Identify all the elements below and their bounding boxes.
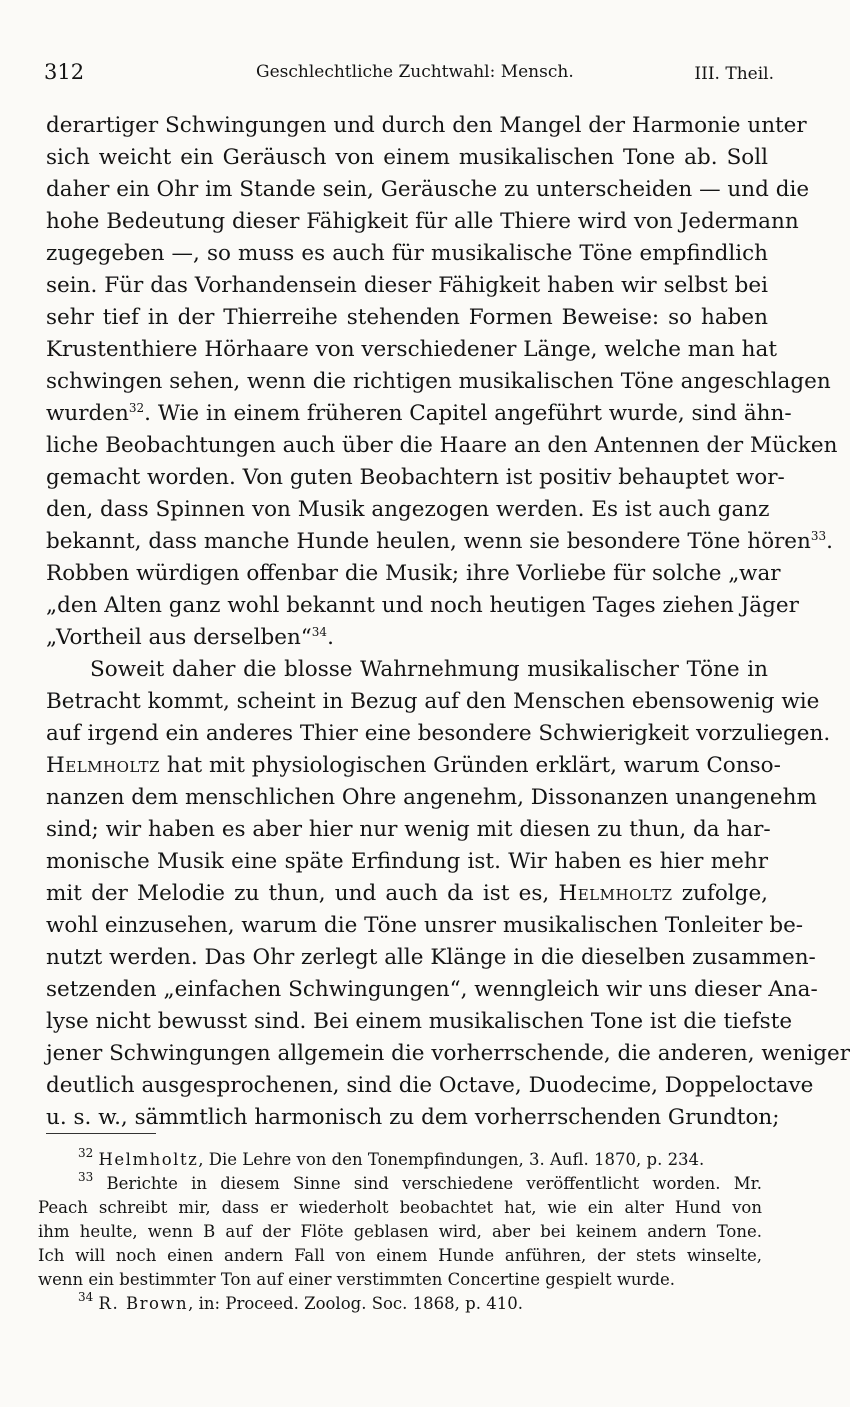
person-name: Helmholtz <box>46 753 161 778</box>
footnote-34 <box>78 1292 762 1316</box>
part-label: III. Theil. <box>694 64 774 84</box>
footnote-ref: 33 <box>810 529 827 543</box>
running-title: Geschlechtliche Zuchtwahl: Mensch. <box>256 62 574 82</box>
text-line: nanzen dem menschlichen Ohre angenehm, Dissonanzen unangenehm <box>46 785 817 810</box>
text-line <box>46 398 792 430</box>
text-line <box>46 878 768 910</box>
text-line: Betracht kommt, scheint in Bezug auf den Menschen ebensowenig wie <box>46 689 820 714</box>
footnote-line: ihm heulte, wenn B auf der Flöte geblasen wird, aber bei keinem andern Tone. <box>38 1222 762 1241</box>
text-line: liche Beobachtungen auch über die Haare an den Antennen der Mücken <box>46 433 838 458</box>
text-line: nutzt werden. Das Ohr zerlegt alle Klänge in die dieselben zusammen- <box>46 945 816 970</box>
footnote-text: , in: Proceed. Zoolog. Soc. 1868, p. 410. <box>188 1294 523 1313</box>
text-line <box>46 750 781 782</box>
text-line: derartiger Schwingungen und durch den Mangel der Harmonie unter <box>46 113 807 138</box>
text-line: sehr tief in der Thierreihe stehenden Formen Beweise: so haben <box>46 305 768 330</box>
footnote-ref: 34 <box>311 625 328 639</box>
footnote-ref: 32 <box>128 401 145 415</box>
text-fragment: mit der Melodie zu thun, und auch da ist es, <box>46 881 559 906</box>
text-line <box>46 526 833 558</box>
footnote-line: Peach schreibt mir, dass er wiederholt beobachtet hat, wie ein alter Hund von <box>38 1198 762 1217</box>
text-fragment: hat mit physiologischen Gründen erklärt, warum Conso- <box>160 753 781 778</box>
footnote-line: Ich will noch einen andern Fall von einem Hunde anführen, der stets winselte, <box>38 1246 762 1265</box>
text-fragment: . Wie in einem früheren Capitel angeführt wurde, sind ähn- <box>144 401 792 426</box>
text-line: hohe Bedeutung dieser Fähigkeit für alle Thiere wird von Jedermann <box>46 209 799 234</box>
text-line: lyse nicht bewusst sind. Bei einem musikalischen Tone ist die tiefste <box>46 1009 793 1034</box>
footnote-author: R. Brown <box>98 1294 189 1313</box>
text-line <box>46 622 768 654</box>
text-line: auf irgend ein anderes Thier eine besondere Schwierigkeit vorzuliegen. <box>46 721 831 746</box>
footnote-text: , Die Lehre von den Tonempfindungen, 3. Aufl. 1870, p. 234. <box>198 1150 705 1169</box>
text-line: setzenden „einfachen Schwingungen“, wenngleich wir uns dieser Ana- <box>46 977 818 1002</box>
text-line: gemacht worden. Von guten Beobachtern ist positiv behauptet wor- <box>46 465 785 490</box>
text-line: daher ein Ohr im Stande sein, Geräusche zu unterscheiden — und die <box>46 177 810 202</box>
text-line: deutlich ausgesprochenen, sind die Octave, Duodecime, Doppeloctave <box>46 1073 814 1098</box>
text-line: zugegeben —, so muss es auch für musikalische Töne empfindlich <box>46 241 768 266</box>
text-line: u. s. w., sämmtlich harmonisch zu dem vorherrschenden Grundton; <box>46 1105 780 1130</box>
text-fragment: „Vortheil aus derselben“ <box>46 625 312 650</box>
page-number: 312 <box>44 60 85 84</box>
footnote-mark: 34 <box>78 1290 94 1304</box>
footnote-author: Helmholtz <box>98 1150 199 1169</box>
person-name: Helmholtz <box>558 881 673 906</box>
text-fragment: bekannt, dass manche Hunde heulen, wenn sie besondere Töne hören <box>46 529 811 554</box>
text-line: Robben würdigen offenbar die Musik; ihre Vorliebe für solche „war <box>46 561 781 586</box>
text-line: Krustenthiere Hörhaare von verschiedener Länge, welche man hat <box>46 337 777 362</box>
footnote-divider <box>46 1133 156 1134</box>
page-header <box>44 60 774 90</box>
text-line: Soweit daher die blosse Wahrnehmung musikalischer Töne in <box>90 657 768 682</box>
text-fragment: wurden <box>46 401 129 426</box>
footnote-line: wenn ein bestimmter Ton auf einer verstimmten Concertine gespielt wurde. <box>38 1270 676 1289</box>
text-line: wohl einzusehen, warum die Töne unsrer musikalischen Tonleiter be- <box>46 913 804 938</box>
text-line: monische Musik eine späte Erfindung ist. Wir haben es hier mehr <box>46 849 768 874</box>
text-line: schwingen sehen, wenn die richtigen musikalischen Töne angeschlagen <box>46 369 831 394</box>
footnote-mark: 33 <box>78 1170 94 1184</box>
text-line: sich weicht ein Geräusch von einem musikalischen Tone ab. Soll <box>46 145 768 170</box>
footnote-mark: 32 <box>78 1146 94 1160</box>
text-fragment: zufolge, <box>672 881 768 906</box>
text-fragment: . <box>826 529 833 554</box>
text-line: „den Alten ganz wohl bekannt und noch heutigen Tages ziehen Jäger <box>46 593 799 618</box>
text-line: sind; wir haben es aber hier nur wenig mit diesen zu thun, da har- <box>46 817 771 842</box>
text-line: sein. Für das Vorhandensein dieser Fähigkeit haben wir selbst bei <box>46 273 768 298</box>
text-line: den, dass Spinnen von Musik angezogen werden. Es ist auch ganz <box>46 497 770 522</box>
footnote-32 <box>78 1148 762 1172</box>
text-line: jener Schwingungen allgemein die vorherrschende, die anderen, weniger <box>46 1041 850 1066</box>
text-fragment: . <box>327 625 334 650</box>
footnote-33 <box>78 1172 762 1196</box>
footnote-text: Berichte in diesem Sinne sind verschiedene veröffentlicht worden. Mr. <box>106 1174 762 1193</box>
